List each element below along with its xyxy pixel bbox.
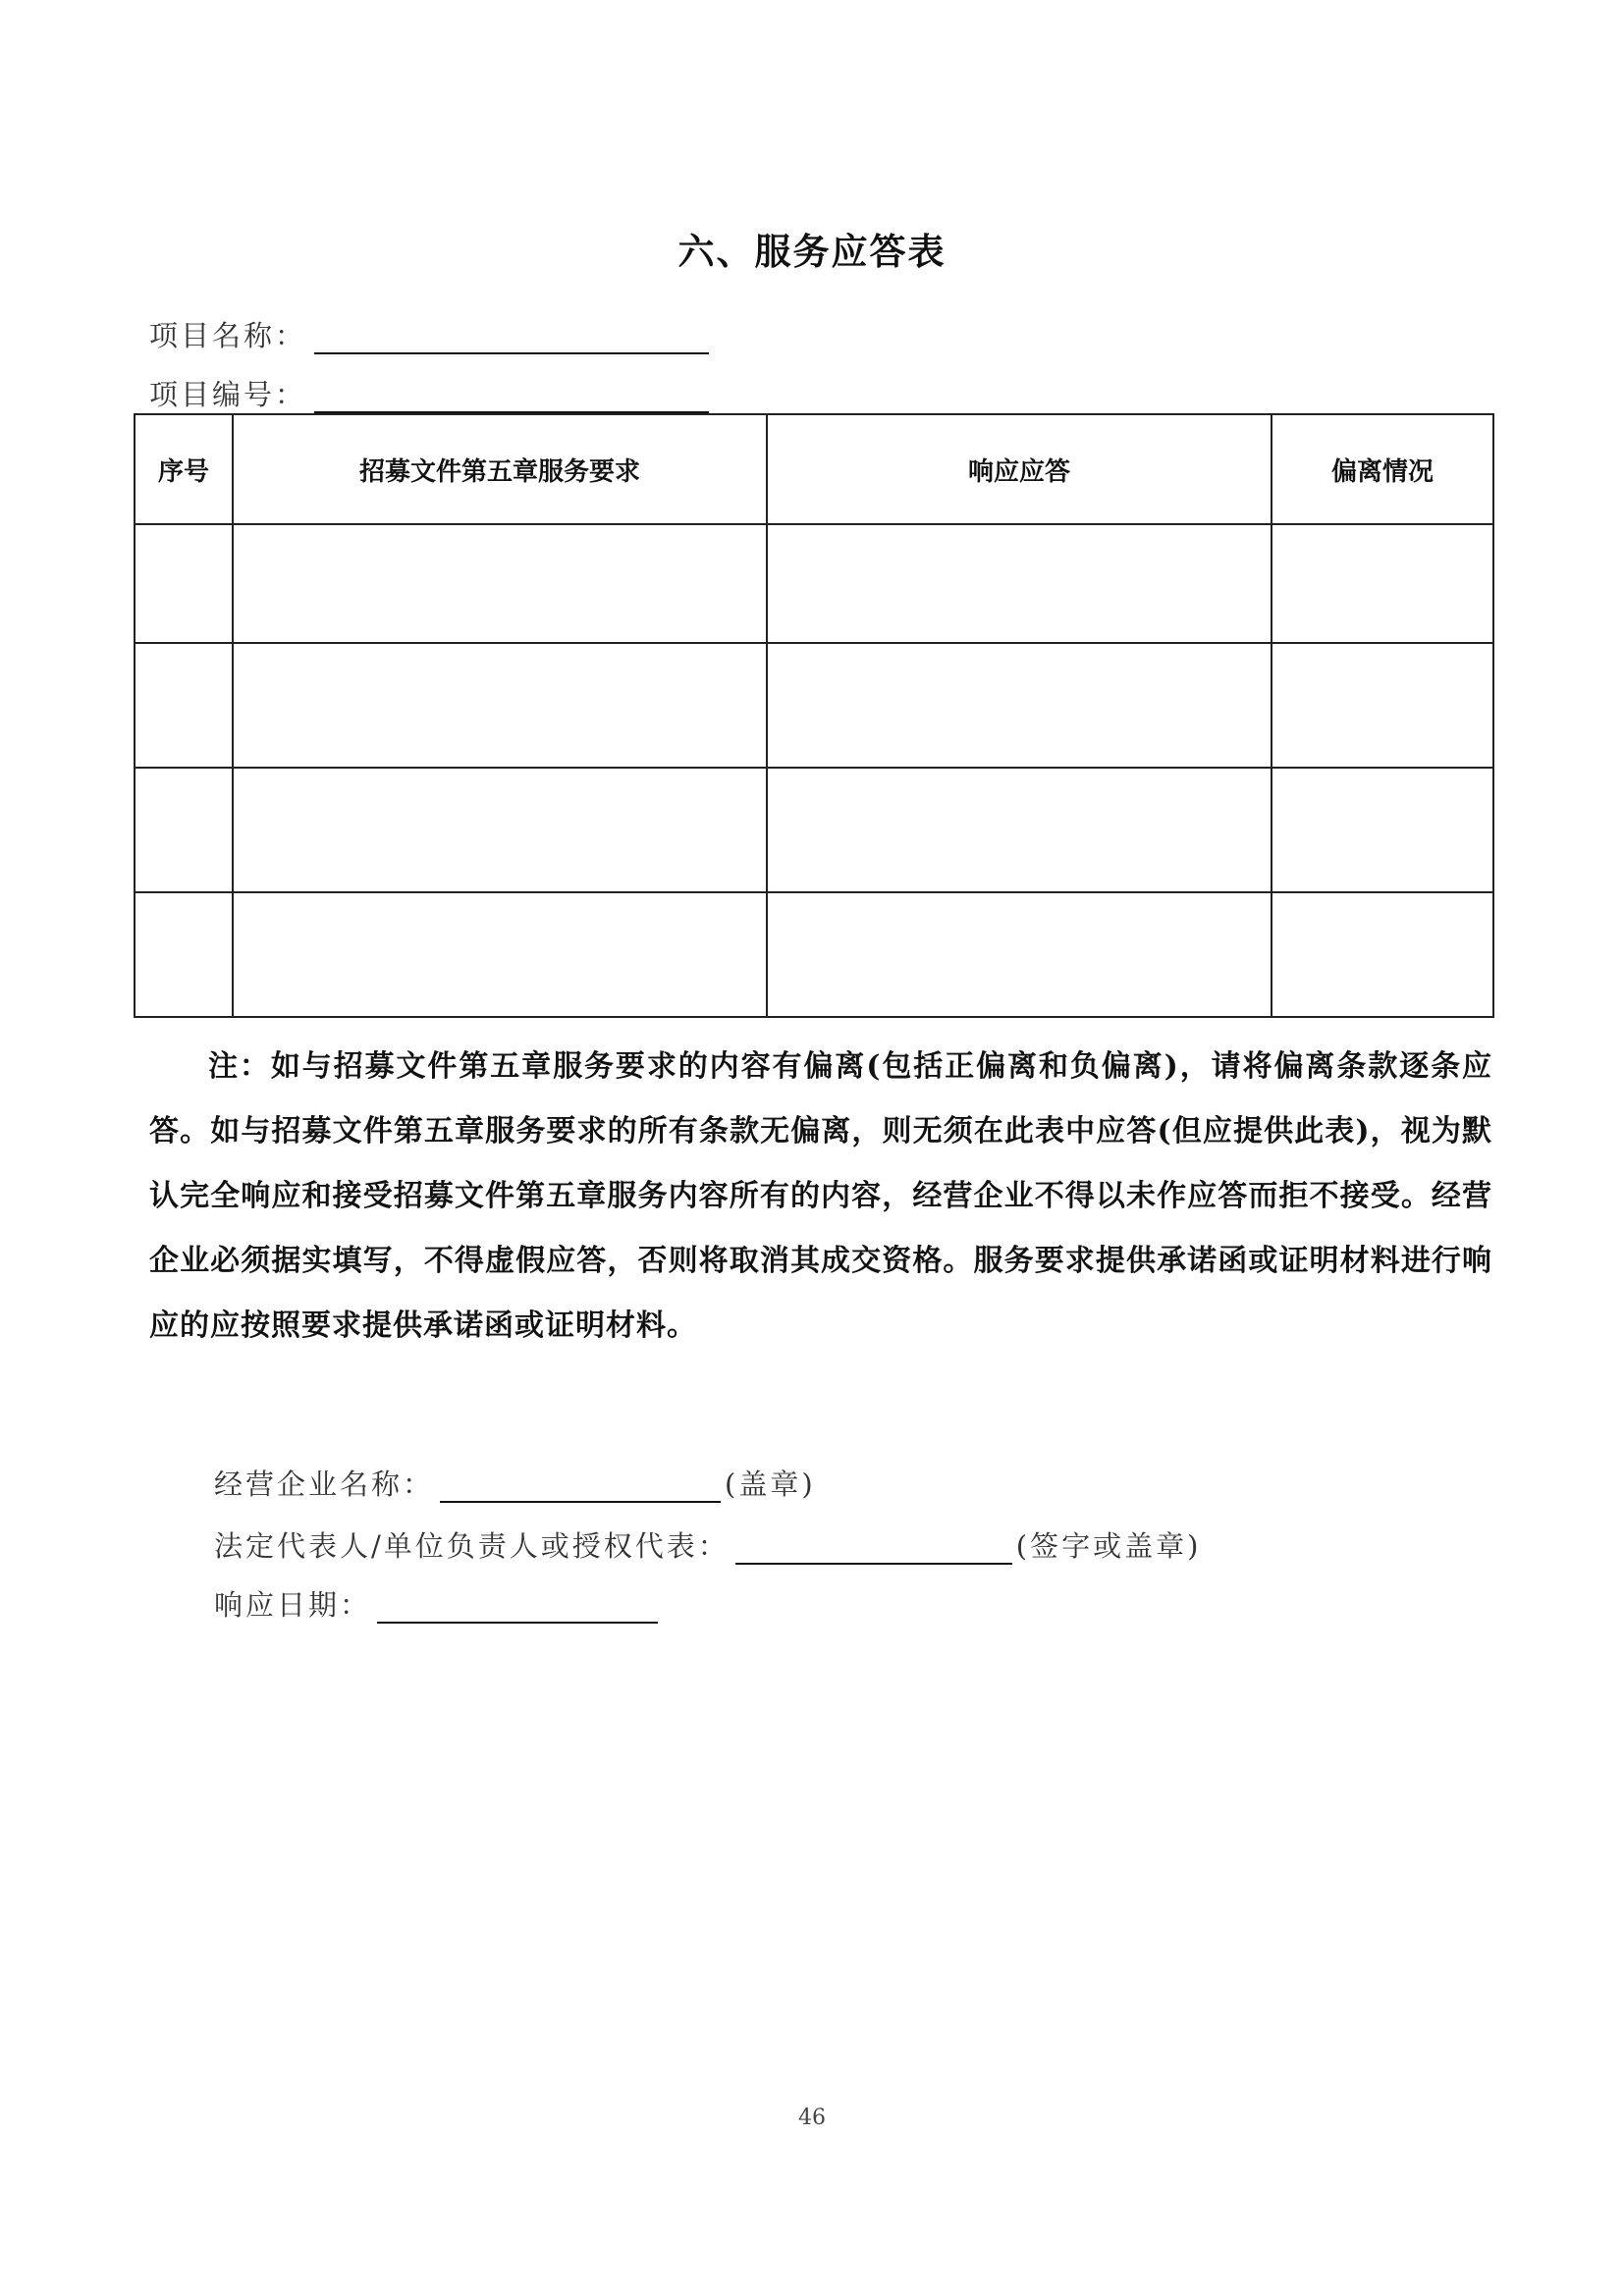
header-serial: 序号: [135, 414, 233, 524]
project-name-blank[interactable]: [314, 323, 709, 354]
cell-requirement[interactable]: [233, 768, 767, 892]
company-seal-suffix: (盖章): [725, 1468, 816, 1501]
representative-blank[interactable]: [735, 1533, 1012, 1565]
cell-requirement[interactable]: [233, 524, 767, 643]
cell-requirement[interactable]: [233, 643, 767, 768]
cell-deviation[interactable]: [1272, 892, 1493, 1017]
table-row: [135, 643, 1493, 768]
page-title: 六、服务应答表: [677, 230, 947, 273]
page-number: 46: [798, 2106, 826, 2130]
company-signature-field: [214, 1463, 816, 1503]
project-number-field: [149, 373, 709, 413]
response-date-label: 响应日期：: [214, 1588, 372, 1622]
project-name-field: [149, 314, 709, 354]
cell-serial[interactable]: [135, 643, 233, 768]
project-name-label: 项目名称：: [149, 319, 307, 352]
header-deviation: 偏离情况: [1272, 414, 1493, 524]
project-number-blank[interactable]: [314, 382, 709, 413]
cell-deviation[interactable]: [1272, 768, 1493, 892]
cell-deviation[interactable]: [1272, 643, 1493, 768]
table-row: [135, 524, 1493, 643]
header-response: 响应应答: [767, 414, 1272, 524]
cell-response[interactable]: [767, 643, 1272, 768]
representative-signature-field: [214, 1524, 1201, 1565]
project-number-label: 项目编号：: [149, 378, 307, 411]
table-header-row: [135, 414, 1493, 524]
table-note: 注：如与招募文件第五章服务要求的内容有偏离(包括正偏离和负偏离)，请将偏离条款逐条应答。如与招募文件第五章服务要求的所有条款无偏离，则无须在此表中应答(但应提供此表)，视为默认完全响应和接受招募文件第五章服务内容所有的内容，经营企业不得以未作应答而拒不接受。经营企业必须据实填写，不得虚假应答，否则将取消其成交资格。服务要求提供承诺函或证明材料进行响应的应按照要求提供承诺函或证明材料。: [149, 1049, 1492, 1343]
representative-suffix: (签字或盖章): [1015, 1529, 1202, 1563]
cell-deviation[interactable]: [1272, 524, 1493, 643]
cell-response[interactable]: [767, 892, 1272, 1017]
cell-response[interactable]: [767, 768, 1272, 892]
representative-label: 法定代表人/单位负责人或授权代表：: [214, 1529, 730, 1563]
table-row: [135, 768, 1493, 892]
company-name-label: 经营企业名称：: [214, 1468, 435, 1501]
table-row: [135, 892, 1493, 1017]
cell-requirement[interactable]: [233, 892, 767, 1017]
service-response-table: [134, 413, 1494, 1018]
cell-serial[interactable]: [135, 892, 233, 1017]
cell-response[interactable]: [767, 524, 1272, 643]
company-name-blank[interactable]: [440, 1471, 721, 1503]
header-requirement: 招募文件第五章服务要求: [233, 414, 767, 524]
cell-serial[interactable]: [135, 524, 233, 643]
response-date-blank[interactable]: [377, 1592, 658, 1624]
cell-serial[interactable]: [135, 768, 233, 892]
response-date-field: [214, 1583, 662, 1624]
